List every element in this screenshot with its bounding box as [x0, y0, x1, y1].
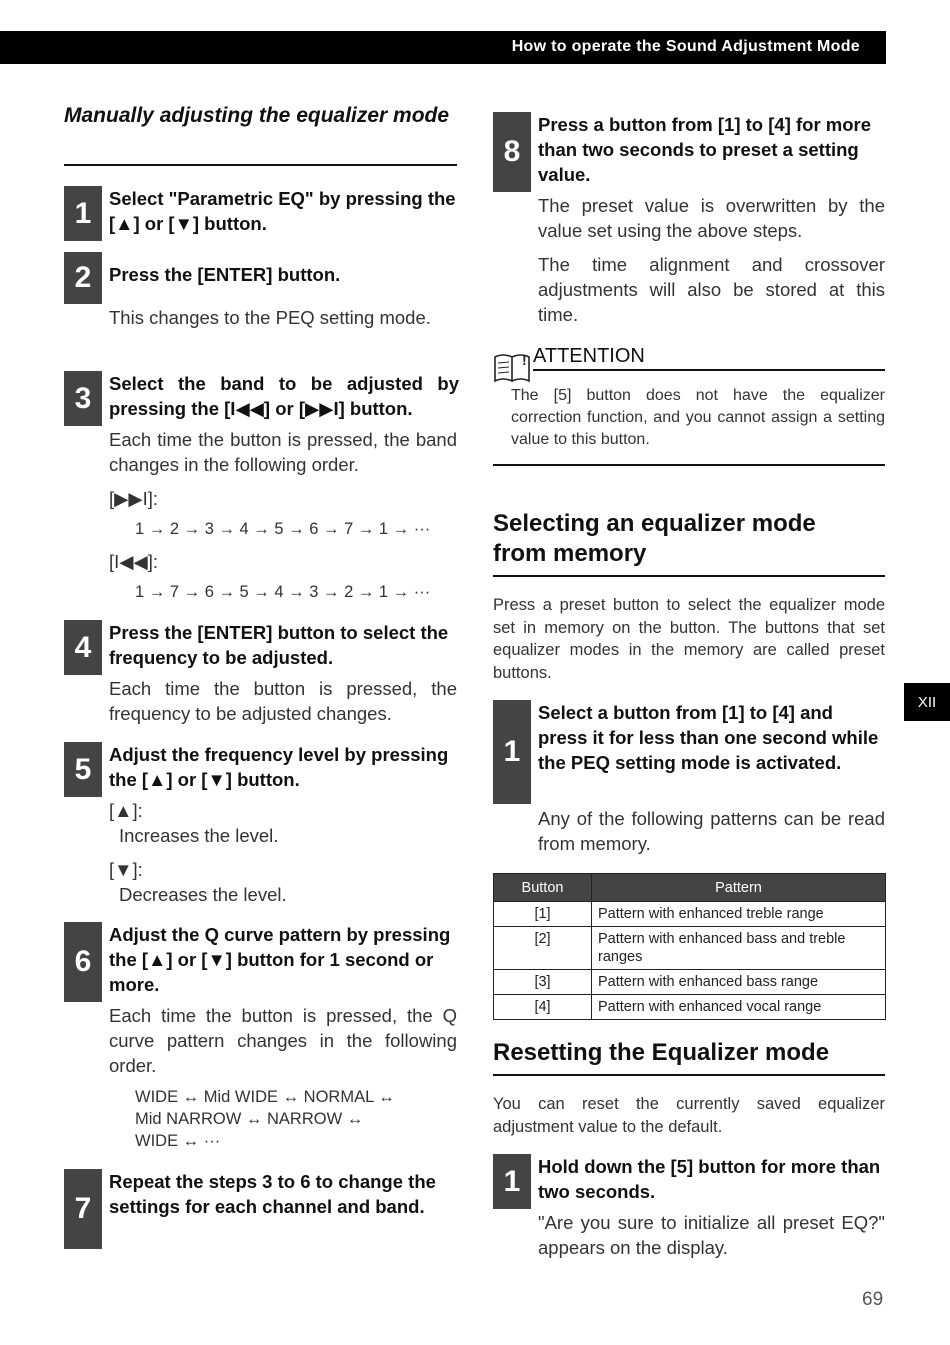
chapter-tab: XII: [904, 683, 950, 721]
step-number: 6: [64, 922, 102, 1002]
q-sequence-line1: WIDE ↔ Mid WIDE ↔ NORMAL ↔: [135, 1088, 395, 1106]
reset-rule: [493, 1074, 885, 1076]
cell-pattern: Pattern with enhanced vocal range: [592, 995, 886, 1020]
step-body: Each time the button is pressed, the band changes in the following order.: [109, 429, 457, 475]
back-sequence: 1 → 7 → 6 → 5 → 4 → 3 → 2 → 1 → ···: [135, 583, 431, 601]
q-sequence-line3: WIDE ↔ ···: [135, 1132, 221, 1150]
step-title: Adjust the Q curve pattern by pressing the [▲] or [▼] button for 1 second or more.: [109, 924, 451, 995]
cell-button: [4]: [494, 995, 592, 1020]
step-number: 7: [64, 1169, 102, 1249]
step-number: 1: [493, 1154, 531, 1209]
table-row: [494, 927, 886, 970]
step-body: "Are you sure to initialize all preset EQ?" appears on the display.: [538, 1212, 885, 1258]
step-title: Select "Parametric EQ" by pressing the [▲] or [▼] button.: [109, 188, 456, 234]
memory-title-line1: Selecting an equalizer mode: [493, 510, 816, 537]
down-label: [▼]:: [109, 859, 143, 880]
attention-rule: [533, 369, 885, 371]
step-body: Any of the following patterns can be read from memory.: [538, 808, 885, 854]
step-title: Press the [ENTER] button to select the frequency to be adjusted.: [109, 622, 449, 668]
page-number: 69: [862, 1289, 884, 1310]
step-body-1: The preset value is overwritten by the value set using the above steps.: [538, 195, 885, 241]
step-body: Each time the button is pressed, the frequency to be adjusted changes.: [109, 678, 457, 724]
attention-bottom-rule: [493, 464, 885, 466]
up-label: [▲]:: [109, 800, 143, 821]
table-row: [494, 970, 886, 995]
step-title: Press the [ENTER] button.: [109, 264, 341, 285]
step-number: 1: [493, 700, 531, 804]
step-body-2: The time alignment and crossover adjustments will also be stored at this time.: [538, 254, 885, 325]
book-icon: [493, 349, 531, 383]
column-header-button: Button: [494, 874, 592, 902]
step-body: Each time the button is pressed, the Q curve pattern changes in the following order.: [109, 1005, 457, 1076]
step-title: Press a button from [1] to [4] for more than two seconds to preset a setting value.: [538, 114, 872, 185]
memory-intro: Press a preset button to select the equalizer mode set in memory on the button. The buttons that set equalizer modes in the memory are called preset buttons.: [493, 596, 885, 682]
cell-pattern: Pattern with enhanced treble range: [592, 902, 886, 927]
step-body: This changes to the PEQ setting mode.: [109, 307, 431, 328]
cell-button: [3]: [494, 970, 592, 995]
pattern-table: [493, 873, 886, 1020]
step-number: 5: [64, 742, 102, 797]
cell-pattern: Pattern with enhanced bass range: [592, 970, 886, 995]
memory-title-line2: from memory: [493, 540, 647, 567]
step-title: Select the band to be adjusted by pressing the [I◀◀] or [▶▶I] button.: [109, 373, 459, 419]
step-number: 8: [493, 112, 531, 192]
cell-pattern: Pattern with enhanced bass and treble ranges: [592, 927, 886, 970]
section-title-manual-eq: Manually adjusting the equalizer mode: [64, 104, 450, 127]
down-description: Decreases the level.: [119, 884, 287, 905]
step-title: Adjust the frequency level by pressing the [▲] or [▼] button.: [109, 744, 449, 790]
back-label: [I◀◀]:: [109, 551, 159, 572]
forward-sequence: 1 → 2 → 3 → 4 → 5 → 6 → 7 → 1 → ···: [135, 520, 431, 538]
header-bar: [0, 31, 886, 64]
attention-title: ATTENTION: [533, 345, 645, 367]
step-number: 3: [64, 371, 102, 426]
section-rule: [64, 164, 457, 166]
step-title: Hold down the [5] button for more than two seconds.: [538, 1156, 881, 1202]
step-number: 4: [64, 620, 102, 675]
step-number: 1: [64, 186, 102, 241]
memory-rule: [493, 575, 885, 577]
step-number: 2: [64, 252, 102, 304]
table-row: [494, 995, 886, 1020]
svg-text:!: !: [522, 352, 527, 368]
header-title: How to operate the Sound Adjustment Mode: [511, 38, 860, 55]
step-title: Repeat the steps 3 to 6 to change the settings for each channel and band.: [109, 1171, 436, 1217]
step-title: Select a button from [1] to [4] and press it for less than one second while the PEQ setting mode is activated.: [538, 702, 879, 773]
table-header-row: [494, 874, 886, 902]
table-row: [494, 902, 886, 927]
up-description: Increases the level.: [119, 825, 279, 846]
reset-intro: You can reset the currently saved equalizer adjustment value to the default.: [493, 1095, 885, 1136]
q-sequence-line2: Mid NARROW ↔ NARROW ↔: [135, 1110, 364, 1128]
cell-button: [1]: [494, 902, 592, 927]
forward-label: [▶▶I]:: [109, 488, 159, 509]
reset-title: Resetting the Equalizer mode: [493, 1039, 830, 1066]
column-header-pattern: Pattern: [592, 874, 886, 902]
cell-button: [2]: [494, 927, 592, 970]
attention-text: The [5] button does not have the equalizer correction function, and you cannot assign a setting value to this button.: [511, 387, 885, 448]
